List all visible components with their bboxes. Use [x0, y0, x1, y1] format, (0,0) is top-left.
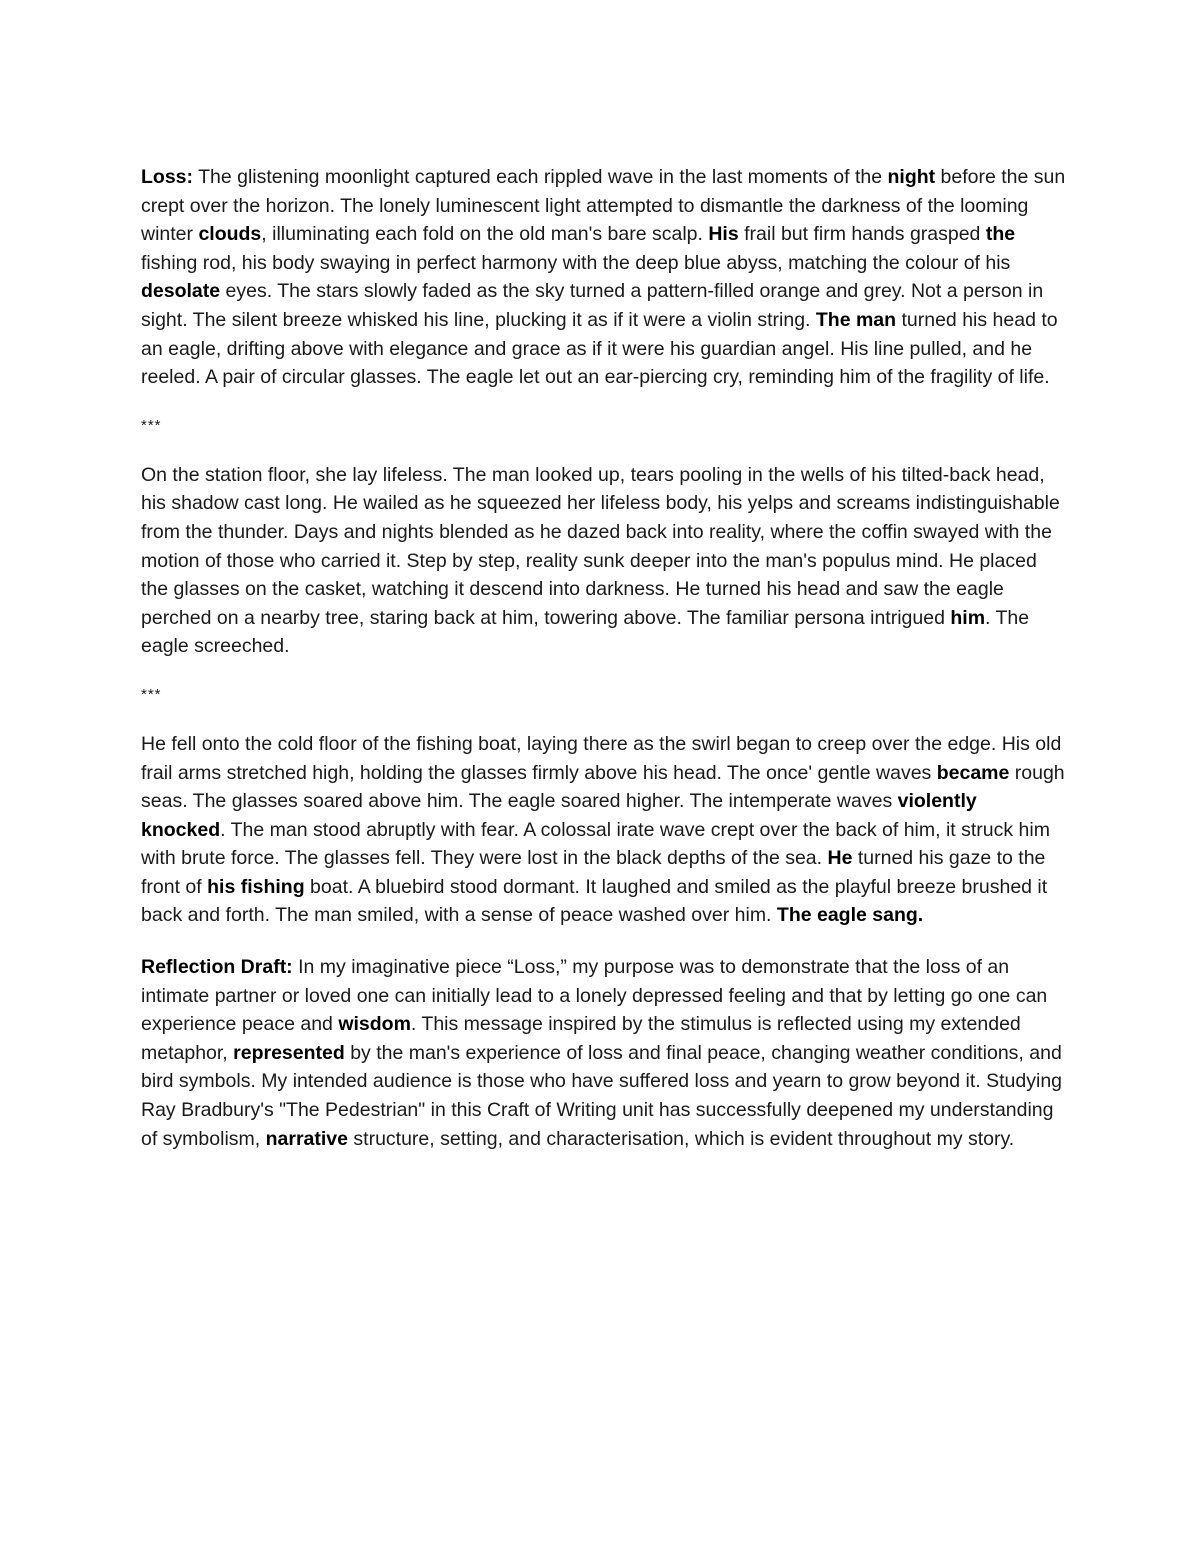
text-run: . The man stood abruptly with fear. A colossal irate wave crept over the back of him, it struck him with brute force. The glasses fell. They were lost in the black depths of the sea.	[141, 818, 1050, 870]
bold-phrase: His	[708, 223, 739, 246]
bold-phrase: desolate	[141, 280, 221, 303]
reflection-paragraph	[141, 953, 1066, 1153]
bold-phrase: The man	[815, 308, 897, 331]
bold-phrase: The eagle sang.	[776, 904, 924, 927]
text-run: structure, setting, and characterisation, which is evident throughout my story.	[348, 1127, 1015, 1150]
text-run: fishing rod, his body swaying in perfect harmony with the deep blue abyss, matching the colour of his	[141, 251, 1011, 274]
story-paragraph-1	[141, 163, 1066, 392]
text-run: On the station floor, she lay lifeless. The man looked up, tears pooling in the wells of his tilted-back head, his shadow cast long. He wailed as he squeezed her lifeless body, his yelps and screams indistinguishable from the thunder. Days and nights blended as he dazed back into reality, where the coffin swayed with the motion of those who carried it. Step by step, reality sunk deeper into the man's populus mind. He placed the glasses on the casket, watching it descend into darkness. He turned his head and saw the eagle perched on a nearby tree, staring back at him, towering above. The familiar persona intrigued	[141, 463, 1060, 629]
bold-phrase: Loss:	[141, 166, 194, 188]
bold-phrase: became	[936, 761, 1010, 784]
text-run: turned his gaze to the front of	[141, 847, 1046, 898]
text-run: , illuminating each fold on the old man's bare scalp.	[261, 223, 709, 246]
text-run: The glistening moonlight captured each rippled wave in the last moments of the	[193, 166, 888, 188]
bold-phrase: He	[827, 847, 853, 870]
text-run: . The eagle screeched.	[141, 606, 1030, 658]
bold-phrase: his fishing	[207, 875, 305, 898]
section-separator-1: ***	[141, 416, 162, 434]
text-run: frail but firm hands grasped	[738, 223, 986, 246]
section-separator-2: ***	[141, 685, 162, 703]
text-run: In my imaginative piece “Loss,” my purpose was to demonstrate that the loss of an intimate partner or loved one can initially lead to a lonely depressed feeling and that by letting go one can experience peace and	[141, 956, 1048, 1036]
story-paragraph-3	[141, 730, 1066, 930]
bold-phrase: him	[950, 606, 986, 629]
text-run: before the sun crept over the horizon. The lonely luminescent light attempted to dismantle the darkness of the looming winter	[141, 166, 1066, 246]
text-run: by the man's experience of loss and final peace, changing weather conditions, and bird symbols. My intended audience is those who have suffered loss and yearn to grow beyond it. Studying Ray Bradbury's "The Pedestrian" in this Craft of Writing unit has successfully deepened my understanding of symbolism,	[141, 1041, 1063, 1150]
text-run: rough seas. The glasses soared above him. The eagle soared higher. The intemperate waves	[141, 761, 1065, 813]
bold-phrase: narrative	[265, 1127, 348, 1150]
bold-phrase: the	[985, 223, 1016, 246]
document-page	[141, 163, 1066, 1153]
bold-phrase: violently knocked	[141, 790, 977, 841]
text-run: boat. A bluebird stood dormant. It laughed and smiled as the playful breeze brushed it back and forth. The man smiled, with a sense of peace washed over him.	[141, 875, 1048, 927]
bold-phrase: night	[887, 166, 936, 188]
bold-phrase: wisdom	[338, 1013, 411, 1036]
text-run: turned his head to an eagle, drifting above with elegance and grace as if it were his guardian angel. His line pulled, and he reeled. A pair of circular glasses. The eagle let out an ear-piercing cry, reminding him of the fragility of life.	[141, 308, 1058, 389]
text-run: . This message inspired by the stimulus is reflected using my extended metaphor,	[141, 1013, 1021, 1064]
text-run: He fell onto the cold floor of the fishing boat, laying there as the swirl began to creep over the edge. His old frail arms stretched high, holding the glasses firmly above his head. The once' gentle waves	[141, 732, 1062, 784]
bold-phrase: clouds	[198, 223, 262, 246]
text-run: eyes. The stars slowly faded as the sky turned a pattern-filled orange and grey. Not a person in sight. The silent breeze whisked his line, plucking it as if it were a violin string.	[141, 280, 1044, 331]
bold-phrase: represented	[233, 1041, 345, 1064]
bold-phrase: Reflection Draft:	[141, 956, 293, 979]
story-paragraph-2	[141, 461, 1066, 661]
